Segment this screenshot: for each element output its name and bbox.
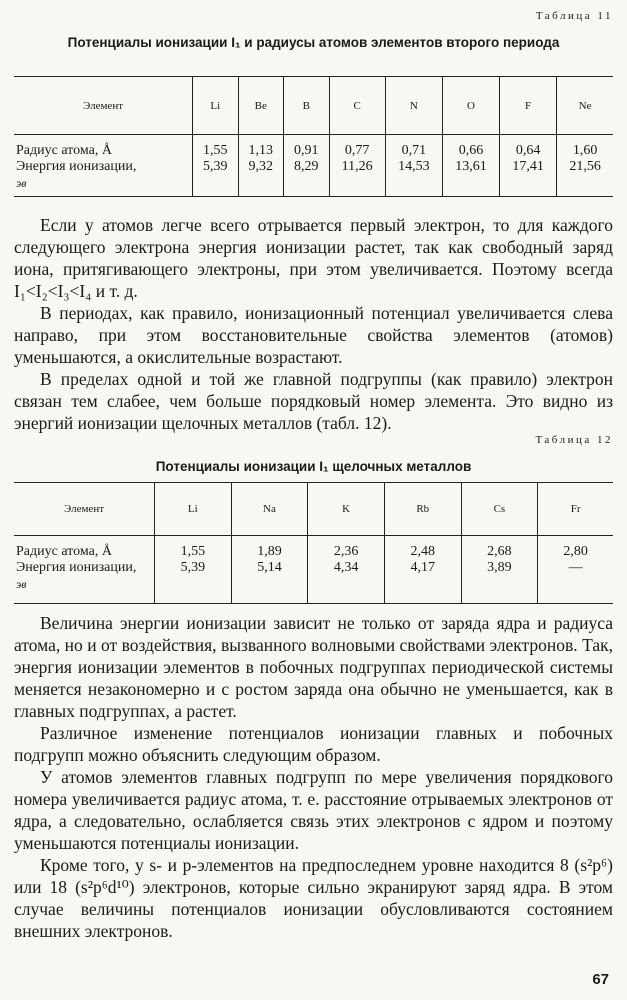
table12-header-cell: Fr [538, 483, 613, 536]
row-label-radius: Радиус атома, Å [16, 544, 112, 559]
table12-header-row [14, 483, 613, 536]
table12-cell: 2,68 3,89 [461, 536, 538, 604]
paragraph: У атомов элементов главных подгрупп по мере увеличения порядкового номера увеличивается радиус атома, т. е. расстояние отрываемых электронов от ядра, а следовательно, ослабляется связь этих электронов с ядром и поэтому уменьшаются потенциалы ионизации. [14, 767, 613, 853]
table11-header-cell: B [284, 77, 330, 135]
table11-cell: 0,66 13,61 [442, 135, 499, 197]
table11-header-cell: O [442, 77, 499, 135]
paragraph: Если у атомов легче всего отрывается первый электрон, то для каждого следующего электрона энергия ионизации растет, так как свободный заряд иона, притягивающего электроны, при этом увеличивается. Поэтому всегда I₁<I₂<I₃<I₄ и т. д. [14, 215, 613, 301]
table11-header-cell: F [500, 77, 557, 135]
table11-header-element: Элемент [14, 77, 193, 135]
table12-cell: 2,36 4,34 [308, 536, 385, 604]
row-label-energy: Энергия ионизации, [16, 560, 137, 575]
table11-cell: 0,71 14,53 [385, 135, 442, 197]
table12-header-cell: K [308, 483, 385, 536]
row-label-radius: Радиус атома, Å [16, 143, 112, 158]
table11-header-cell: Li [193, 77, 239, 135]
table12-header-cell: Na [231, 483, 308, 536]
table12-title: Потенциалы ионизации I₁ щелочных металлов [155, 459, 472, 474]
table11-header-cell: Be [238, 77, 284, 135]
table11-cell: 1,55 5,39 [193, 135, 239, 197]
paragraph: В периодах, как правило, ионизационный потенциал увеличивается слева направо, при этом восстановительные свойства элементов (атомов) уменьшаются, а окислительные возрастают. [14, 303, 613, 367]
table11-cell: 1,13 9,32 [238, 135, 284, 197]
table11-header-cell: N [385, 77, 442, 135]
text-block-2 [14, 612, 613, 942]
text-block-1 [14, 214, 613, 434]
table11-data-row [14, 135, 613, 197]
table12-header-cell: Li [155, 483, 232, 536]
paragraph: Различное изменение потенциалов ионизации главных и побочных подгрупп можно объяснить следующим образом. [14, 723, 613, 765]
table11-caption: Таблица 11 [535, 10, 613, 22]
table11-cell: 0,91 8,29 [284, 135, 330, 197]
table12-header-cell: Cs [461, 483, 538, 536]
page-number: 67 [592, 971, 609, 988]
table12 [14, 482, 613, 604]
table11-header-cell: Ne [557, 77, 613, 135]
table11-cell: 1,60 21,56 [557, 135, 613, 197]
table12-cell: 2,48 4,17 [384, 536, 461, 604]
table12-cell: 1,89 5,14 [231, 536, 308, 604]
table12-cell: 1,55 5,39 [155, 536, 232, 604]
table12-header-cell: Rb [384, 483, 461, 536]
table12-caption: Таблица 12 [535, 434, 613, 446]
table11-header-cell: C [329, 77, 385, 135]
table11-cell: 0,64 17,41 [500, 135, 557, 197]
table11-cell: 0,77 11,26 [329, 135, 385, 197]
row-label-unit: эв [16, 577, 27, 591]
paragraph: В пределах одной и той же главной подгруппы (как правило) электрон связан тем слабее, чем больше порядковый номер элемента. Это видно из энергий ионизации щелочных металлов (табл. 12). [14, 369, 613, 433]
table11-row-labels [14, 135, 193, 197]
table11-header-row [14, 77, 613, 135]
paragraph: Величина энергии ионизации зависит не только от заряда ядра и радиуса атома, но и от воздействия, вызванного волновыми свойствами электронов. Так, энергия ионизации элементов в побочных подгруппах периодической системы меняется незакономерно и с ростом заряда она обычно не уменьшается, как в главных подгруппах, а растет. [14, 613, 613, 721]
table12-header-element: Элемент [14, 483, 155, 536]
row-label-unit: эв [16, 176, 27, 190]
table12-data-row [14, 536, 613, 604]
row-label-energy: Энергия ионизации, [16, 159, 137, 174]
table11 [14, 76, 613, 197]
paragraph: Кроме того, у s- и p-элементов на предпоследнем уровне находится 8 (s²p⁶) или 18 (s²p⁶d¹⁰) электронов, которые сильно экранируют заряд ядра. В этом случае величины потенциалов ионизации обусловливаются состоянием внешних электронов. [14, 855, 613, 941]
table12-cell: 2,80 — [538, 536, 613, 604]
table12-row-labels [14, 536, 155, 604]
table11-title: Потенциалы ионизации I₁ и радиусы атомов элементов второго периода [67, 35, 560, 50]
